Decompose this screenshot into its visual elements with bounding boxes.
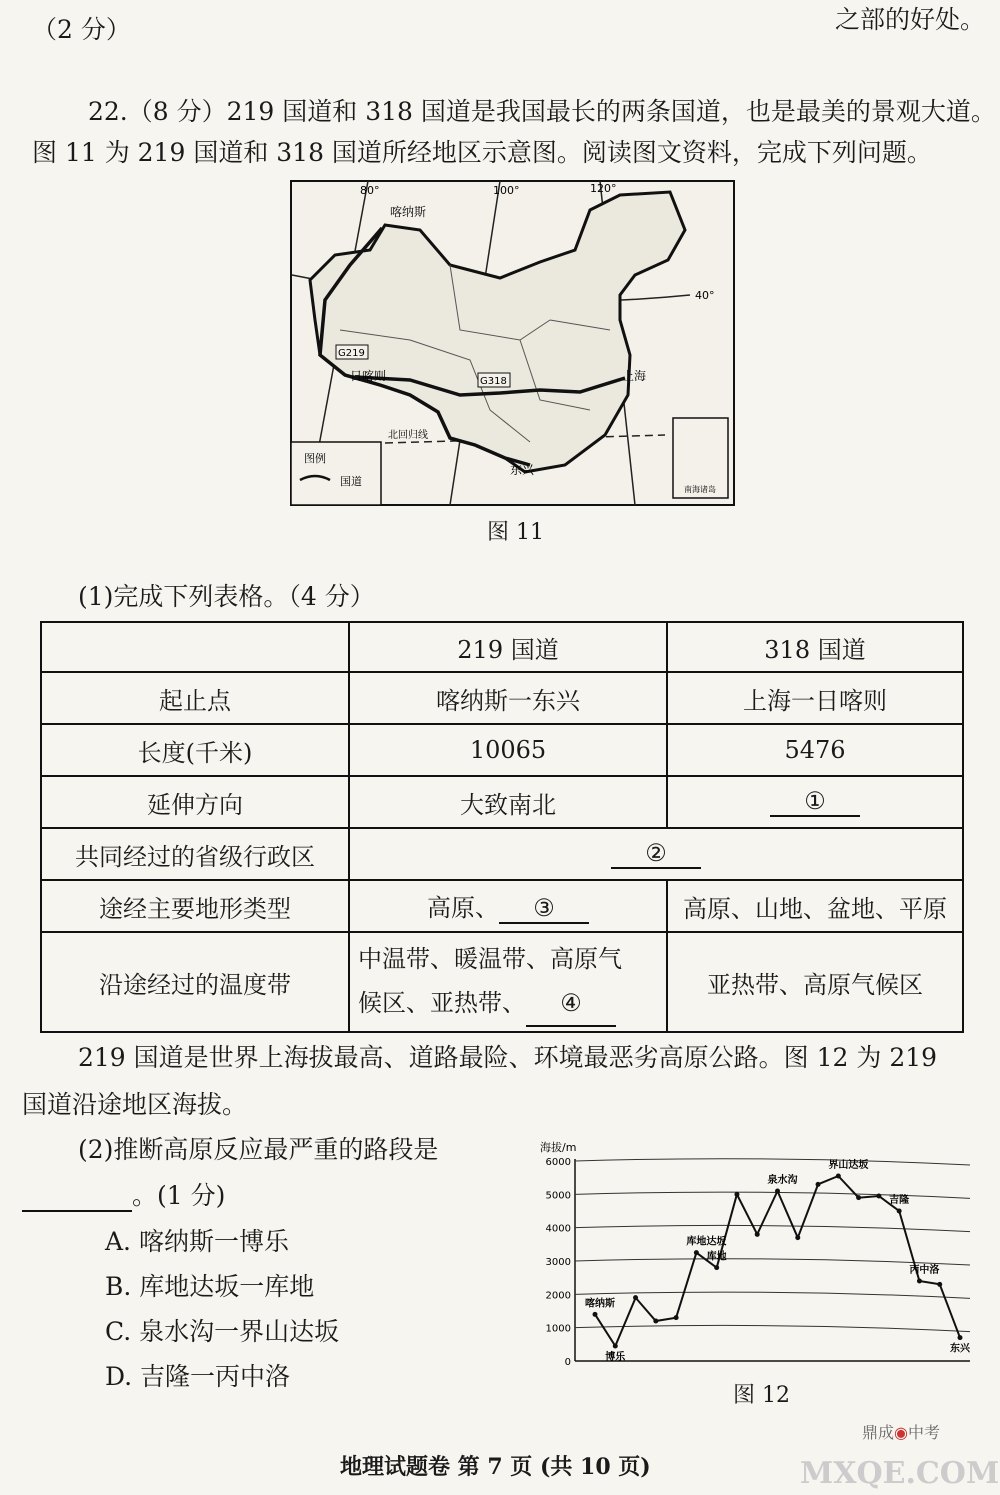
cell-g318-endpoints: 上海一日喀则 bbox=[667, 672, 963, 724]
watermark-site: MXQE.COM bbox=[800, 1456, 1000, 1491]
blank-3[interactable]: ③ bbox=[499, 894, 589, 924]
blank-2[interactable]: ② bbox=[611, 839, 701, 869]
cell-g219-length: 10065 bbox=[349, 724, 667, 776]
answer-blank[interactable] bbox=[22, 1181, 132, 1212]
point-label: 泉水沟 bbox=[767, 1175, 798, 1186]
elevation-point bbox=[613, 1344, 618, 1349]
table-header-g219: 219 国道 bbox=[349, 622, 667, 672]
point-label: 库地达坂 bbox=[686, 1236, 727, 1248]
cell-g318-temperature: 亚热带、高原气候区 bbox=[667, 932, 963, 1032]
question-stem-line1: 22.（8 分）219 国道和 318 国道是我国最长的两条国道，也是最美的景观大道。 bbox=[88, 97, 996, 126]
point-label: 东兴 bbox=[950, 1343, 970, 1355]
y-tick-label: 5000 bbox=[545, 1190, 571, 1202]
grid-line bbox=[575, 1192, 970, 1198]
cell-g219-temperature bbox=[349, 932, 667, 1032]
cell-g318-direction bbox=[667, 776, 963, 828]
elevation-point bbox=[674, 1315, 679, 1320]
cell-g219-direction: 大致南北 bbox=[349, 776, 667, 828]
para2-line2: 国道沿途地区海拔。 bbox=[22, 1090, 248, 1119]
cell-g219-endpoints: 喀纳斯一东兴 bbox=[349, 672, 667, 724]
watermark-brand bbox=[862, 1420, 940, 1443]
temp-line2 bbox=[358, 981, 658, 1027]
table-row bbox=[41, 776, 963, 828]
table-header-row bbox=[41, 622, 963, 672]
cell-g318-terrain: 高原、山地、盆地、平原 bbox=[667, 880, 963, 932]
elevation-point bbox=[633, 1295, 638, 1300]
table-row bbox=[41, 932, 963, 1032]
point-label: 喀纳斯 bbox=[585, 1298, 615, 1310]
place-rikaze: 日喀则 bbox=[350, 369, 387, 383]
road-label-g219: G219 bbox=[338, 348, 365, 359]
point-label: 界山达坂 bbox=[828, 1160, 869, 1171]
elevation-point bbox=[653, 1319, 658, 1324]
legend-item: 国道 bbox=[340, 475, 362, 488]
table-row bbox=[41, 724, 963, 776]
cell-g219-terrain bbox=[349, 880, 667, 932]
elevation-point bbox=[816, 1182, 821, 1187]
table-row bbox=[41, 672, 963, 724]
point-label: 吉隆 bbox=[889, 1195, 910, 1206]
chart-ylabel: 海拔/m bbox=[540, 1141, 577, 1154]
lat-label-40: 40° bbox=[695, 289, 715, 302]
table-row bbox=[41, 828, 963, 880]
elevation-chart bbox=[530, 1135, 980, 1375]
part1-title: (1)完成下列表格。（4 分） bbox=[78, 582, 375, 611]
watermark-text2: 中考 bbox=[907, 1423, 940, 1442]
option-b[interactable]: B. 库地达坂一库地 bbox=[105, 1272, 315, 1301]
comparison-table bbox=[40, 621, 964, 1033]
option-c[interactable]: C. 泉水沟一界山达坂 bbox=[105, 1317, 340, 1346]
row-label-endpoints: 起止点 bbox=[41, 672, 349, 724]
figure-12-caption: 图 12 bbox=[733, 1383, 790, 1408]
temp-line1: 中温带、暖温带、高原气 bbox=[358, 945, 622, 973]
elevation-point bbox=[755, 1232, 760, 1237]
y-tick-label: 1000 bbox=[545, 1323, 571, 1335]
elevation-point bbox=[694, 1250, 699, 1255]
cell-shared-provinces bbox=[349, 828, 963, 880]
route-map-figure bbox=[290, 180, 735, 506]
part2-stem: (2)推断高原反应最严重的路段是 bbox=[78, 1135, 439, 1164]
prev-question-score: （2 分） bbox=[32, 15, 131, 44]
grid-line bbox=[575, 1325, 970, 1331]
row-label-length: 长度(千米) bbox=[41, 724, 349, 776]
elevation-point bbox=[958, 1335, 963, 1340]
row-label-terrain: 途经主要地形类型 bbox=[41, 880, 349, 932]
lon-label-80: 80° bbox=[360, 184, 380, 197]
row-label-direction: 延伸方向 bbox=[41, 776, 349, 828]
place-dongxing: 东兴 bbox=[510, 463, 535, 477]
grid-line bbox=[575, 1159, 970, 1165]
blank-4[interactable]: ④ bbox=[526, 981, 616, 1027]
lon-label-120: 120° bbox=[590, 182, 617, 195]
elevation-point bbox=[775, 1189, 780, 1194]
legend-title: 图例 bbox=[304, 452, 326, 465]
point-label: 丙中洛 bbox=[909, 1265, 940, 1276]
prev-question-tail: 之部的好处。 bbox=[835, 5, 986, 34]
elevation-point bbox=[593, 1312, 598, 1317]
point-label: 库地 bbox=[706, 1251, 727, 1263]
part2-score: 。(1 分) bbox=[132, 1181, 226, 1210]
table-row bbox=[41, 880, 963, 932]
elevation-point bbox=[714, 1265, 719, 1270]
table-header-g318: 318 国道 bbox=[667, 622, 963, 672]
elevation-point bbox=[917, 1279, 922, 1284]
y-tick-label: 0 bbox=[564, 1357, 571, 1368]
part2-answer-line bbox=[22, 1176, 225, 1212]
watermark-dot-icon: ◉ bbox=[894, 1423, 908, 1442]
blank-1[interactable]: ① bbox=[770, 787, 860, 817]
question-stem-line2: 图 11 为 219 国道和 318 国道所经地区示意图。阅读图文资料，完成下列问题。 bbox=[32, 138, 932, 167]
lon-label-100: 100° bbox=[493, 184, 520, 197]
elevation-point bbox=[734, 1192, 739, 1197]
y-tick-label: 4000 bbox=[545, 1223, 571, 1235]
grid-line bbox=[575, 1225, 970, 1231]
terrain-prefix: 高原、 bbox=[427, 894, 499, 922]
place-kanas: 喀纳斯 bbox=[390, 205, 427, 219]
page-footer: 地理试题卷 第 7 页 (共 10 页) bbox=[340, 1454, 651, 1480]
cell-g318-length: 5476 bbox=[667, 724, 963, 776]
para2-line1: 219 国道是世界上海拔最高、道路最险、环境最恶劣高原公路。图 12 为 219 bbox=[78, 1043, 938, 1072]
road-label-g318: G318 bbox=[480, 376, 507, 387]
option-a[interactable]: A. 喀纳斯一博乐 bbox=[105, 1227, 289, 1256]
elevation-point bbox=[856, 1195, 861, 1200]
elevation-point bbox=[795, 1235, 800, 1240]
row-label-temperature: 沿途经过的温度带 bbox=[41, 932, 349, 1032]
watermark-text1: 鼎成 bbox=[862, 1423, 895, 1442]
row-label-provinces: 共同经过的省级行政区 bbox=[41, 828, 349, 880]
elevation-point bbox=[876, 1194, 881, 1199]
table-header-empty bbox=[41, 622, 349, 672]
figure-11-caption: 图 11 bbox=[487, 520, 544, 545]
point-label: 博乐 bbox=[605, 1352, 626, 1363]
elevation-point bbox=[836, 1174, 841, 1179]
inset-label: 南海诸岛 bbox=[684, 485, 716, 494]
y-tick-label: 6000 bbox=[545, 1157, 571, 1168]
temp-line2-text: 候区、亚热带、 bbox=[358, 989, 526, 1017]
place-shanghai: 上海 bbox=[622, 369, 647, 383]
elevation-point bbox=[937, 1282, 942, 1287]
option-d[interactable]: D. 吉隆一丙中洛 bbox=[105, 1362, 291, 1391]
tropic-label: 北回归线 bbox=[388, 430, 428, 441]
elevation-point bbox=[897, 1209, 902, 1214]
y-tick-label: 2000 bbox=[545, 1290, 571, 1302]
y-tick-label: 3000 bbox=[545, 1257, 571, 1268]
